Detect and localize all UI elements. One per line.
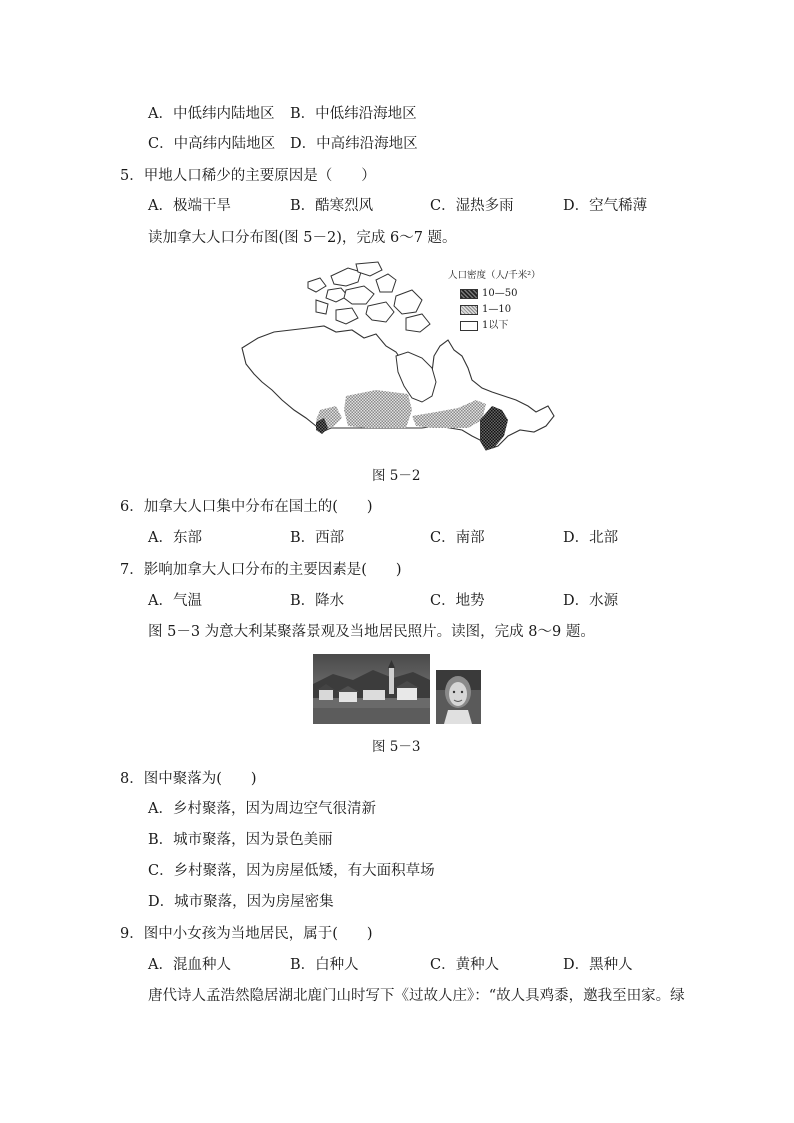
q6-option-b: B．西部 [290, 530, 345, 546]
q7-option-b: B．降水 [290, 593, 345, 609]
village-landscape [313, 654, 430, 724]
q5-option-c: C．湿热多雨 [430, 198, 514, 214]
q5-option-a: A．极端干旱 [148, 198, 231, 214]
q4-option-b: B．中低纬沿海地区 [290, 106, 417, 122]
q5-option-b: B．酷寒烈风 [290, 198, 374, 214]
q5-option-d: D．空气稀薄 [563, 198, 648, 214]
q6-option-c: C．南部 [430, 530, 485, 546]
legend-swatch-dense [460, 289, 478, 299]
q9-option-b: B．白种人 [290, 957, 359, 973]
q8-option-a: A．乡村聚落，因为周边空气很清新 [148, 801, 376, 817]
q9-stem: 9．图中小女孩为当地居民，属于( ) [120, 926, 373, 942]
q9-option-d: D．黑种人 [563, 957, 633, 973]
q9-option-c: C．黄种人 [430, 957, 500, 973]
q8-stem: 8．图中聚落为( ) [120, 771, 257, 787]
q4-option-c: C．中高纬内陆地区 [148, 136, 276, 152]
q4-option-d: D．中高纬沿海地区 [290, 136, 418, 152]
legend-item-low [460, 320, 508, 332]
intro-6-7: 读加拿大人口分布图(图 5－2)，完成 6～7 题。 [148, 230, 457, 246]
legend-item-dense [460, 288, 517, 300]
legend-title: 人口密度（人/千米²） [448, 270, 541, 281]
legend-label-dense: 10—50 [482, 288, 518, 299]
intro-8-9: 图 5－3 为意大利某聚落景观及当地居民照片。读图，完成 8～9 题。 [148, 624, 595, 640]
village-photo [313, 654, 430, 724]
density-mid-area [344, 390, 412, 428]
q8-option-d: D．城市聚落，因为房屋密集 [148, 894, 334, 910]
legend-swatch-low [460, 321, 478, 331]
q7-option-d: D．水源 [563, 593, 619, 609]
legend-item-mid [460, 304, 511, 316]
canada-mainland [242, 326, 554, 450]
girl-portrait [436, 670, 481, 724]
q7-option-c: C．地势 [430, 593, 485, 609]
q4-option-a: A．中低纬内陆地区 [148, 106, 275, 122]
q7-option-a: A．气温 [148, 593, 202, 609]
q6-option-a: A．东部 [148, 530, 202, 546]
q9-option-a: A．混血种人 [148, 957, 231, 973]
q6-option-d: D．北部 [563, 530, 619, 546]
legend-label-low: 1以下 [482, 320, 509, 331]
q6-stem: 6．加拿大人口集中分布在国土的( ) [120, 499, 373, 515]
figure-5-2-map [236, 260, 558, 455]
legend-label-mid: 1—10 [482, 304, 512, 315]
q8-option-b: B．城市聚落，因为景色美丽 [148, 832, 333, 848]
girl-photo [436, 670, 481, 724]
figure-5-2-caption: 图 5－2 [372, 468, 421, 484]
q5-stem: 5．甲地人口稀少的主要原因是（ ） [120, 168, 376, 184]
closing-paragraph: 唐代诗人孟浩然隐居湖北鹿门山时写下《过故人庄》：“故人具鸡黍，邀我至田家。绿 [148, 988, 685, 1004]
q8-option-c: C．乡村聚落，因为房屋低矮，有大面积草场 [148, 863, 435, 879]
arctic-islands [308, 262, 430, 332]
figure-5-3-caption: 图 5－3 [372, 739, 421, 755]
legend-swatch-mid [460, 305, 478, 315]
q7-stem: 7．影响加拿大人口分布的主要因素是( ) [120, 562, 402, 578]
